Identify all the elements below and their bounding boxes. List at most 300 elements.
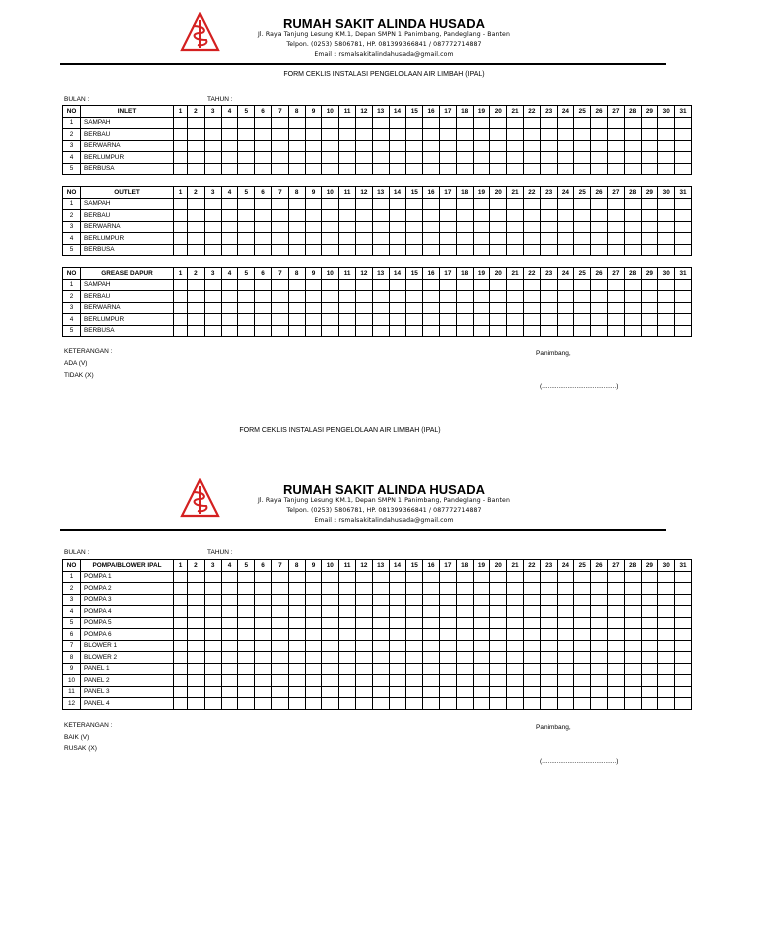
check-cell[interactable] bbox=[675, 117, 692, 129]
check-cell[interactable] bbox=[658, 129, 675, 141]
check-cell[interactable] bbox=[372, 117, 389, 129]
check-cell[interactable] bbox=[607, 583, 624, 595]
check-cell[interactable] bbox=[591, 210, 608, 222]
check-cell[interactable] bbox=[456, 675, 473, 687]
check-cell[interactable] bbox=[607, 210, 624, 222]
check-cell[interactable] bbox=[188, 675, 205, 687]
check-cell[interactable] bbox=[624, 279, 641, 291]
check-cell[interactable] bbox=[288, 302, 305, 314]
check-cell[interactable] bbox=[439, 594, 456, 606]
check-cell[interactable] bbox=[439, 244, 456, 256]
check-cell[interactable] bbox=[456, 583, 473, 595]
check-cell[interactable] bbox=[322, 663, 339, 675]
check-cell[interactable] bbox=[288, 663, 305, 675]
check-cell[interactable] bbox=[490, 152, 507, 164]
check-cell[interactable] bbox=[557, 210, 574, 222]
check-cell[interactable] bbox=[591, 279, 608, 291]
check-cell[interactable] bbox=[557, 594, 574, 606]
check-cell[interactable] bbox=[624, 210, 641, 222]
check-cell[interactable] bbox=[271, 686, 288, 698]
check-cell[interactable] bbox=[557, 640, 574, 652]
check-cell[interactable] bbox=[607, 325, 624, 337]
check-cell[interactable] bbox=[406, 117, 423, 129]
check-cell[interactable] bbox=[389, 140, 406, 152]
check-cell[interactable] bbox=[188, 594, 205, 606]
check-cell[interactable] bbox=[607, 129, 624, 141]
check-cell[interactable] bbox=[607, 629, 624, 641]
check-cell[interactable] bbox=[624, 244, 641, 256]
check-cell[interactable] bbox=[238, 302, 255, 314]
check-cell[interactable] bbox=[456, 629, 473, 641]
check-cell[interactable] bbox=[204, 325, 221, 337]
check-cell[interactable] bbox=[490, 652, 507, 664]
check-cell[interactable] bbox=[473, 140, 490, 152]
check-cell[interactable] bbox=[574, 617, 591, 629]
check-cell[interactable] bbox=[355, 583, 372, 595]
check-cell[interactable] bbox=[624, 198, 641, 210]
check-cell[interactable] bbox=[305, 640, 322, 652]
check-cell[interactable] bbox=[389, 640, 406, 652]
check-cell[interactable] bbox=[658, 117, 675, 129]
check-cell[interactable] bbox=[188, 279, 205, 291]
check-cell[interactable] bbox=[423, 117, 440, 129]
check-cell[interactable] bbox=[507, 152, 524, 164]
check-cell[interactable] bbox=[355, 221, 372, 233]
check-cell[interactable] bbox=[305, 221, 322, 233]
check-cell[interactable] bbox=[574, 594, 591, 606]
check-cell[interactable] bbox=[675, 198, 692, 210]
check-cell[interactable] bbox=[406, 291, 423, 303]
check-cell[interactable] bbox=[288, 163, 305, 175]
check-cell[interactable] bbox=[372, 140, 389, 152]
check-cell[interactable] bbox=[473, 325, 490, 337]
check-cell[interactable] bbox=[204, 152, 221, 164]
check-cell[interactable] bbox=[658, 325, 675, 337]
check-cell[interactable] bbox=[221, 675, 238, 687]
check-cell[interactable] bbox=[322, 163, 339, 175]
check-cell[interactable] bbox=[221, 629, 238, 641]
check-cell[interactable] bbox=[624, 675, 641, 687]
check-cell[interactable] bbox=[389, 314, 406, 326]
check-cell[interactable] bbox=[406, 594, 423, 606]
check-cell[interactable] bbox=[523, 198, 540, 210]
check-cell[interactable] bbox=[372, 210, 389, 222]
check-cell[interactable] bbox=[355, 140, 372, 152]
check-cell[interactable] bbox=[490, 675, 507, 687]
check-cell[interactable] bbox=[473, 279, 490, 291]
check-cell[interactable] bbox=[641, 233, 658, 245]
check-cell[interactable] bbox=[607, 302, 624, 314]
check-cell[interactable] bbox=[423, 698, 440, 710]
check-cell[interactable] bbox=[204, 606, 221, 618]
check-cell[interactable] bbox=[221, 140, 238, 152]
check-cell[interactable] bbox=[305, 129, 322, 141]
check-cell[interactable] bbox=[174, 198, 188, 210]
check-cell[interactable] bbox=[339, 210, 356, 222]
check-cell[interactable] bbox=[406, 617, 423, 629]
check-cell[interactable] bbox=[389, 291, 406, 303]
check-cell[interactable] bbox=[406, 244, 423, 256]
check-cell[interactable] bbox=[675, 325, 692, 337]
check-cell[interactable] bbox=[675, 152, 692, 164]
check-cell[interactable] bbox=[456, 233, 473, 245]
check-cell[interactable] bbox=[591, 686, 608, 698]
check-cell[interactable] bbox=[271, 233, 288, 245]
check-cell[interactable] bbox=[305, 663, 322, 675]
check-cell[interactable] bbox=[188, 686, 205, 698]
check-cell[interactable] bbox=[624, 606, 641, 618]
check-cell[interactable] bbox=[641, 583, 658, 595]
check-cell[interactable] bbox=[305, 152, 322, 164]
check-cell[interactable] bbox=[255, 606, 272, 618]
check-cell[interactable] bbox=[204, 594, 221, 606]
check-cell[interactable] bbox=[174, 571, 188, 583]
check-cell[interactable] bbox=[473, 594, 490, 606]
check-cell[interactable] bbox=[255, 314, 272, 326]
check-cell[interactable] bbox=[540, 233, 557, 245]
check-cell[interactable] bbox=[406, 152, 423, 164]
check-cell[interactable] bbox=[574, 325, 591, 337]
check-cell[interactable] bbox=[288, 244, 305, 256]
check-cell[interactable] bbox=[423, 571, 440, 583]
check-cell[interactable] bbox=[540, 325, 557, 337]
check-cell[interactable] bbox=[641, 325, 658, 337]
check-cell[interactable] bbox=[658, 314, 675, 326]
check-cell[interactable] bbox=[288, 325, 305, 337]
check-cell[interactable] bbox=[305, 198, 322, 210]
check-cell[interactable] bbox=[456, 606, 473, 618]
check-cell[interactable] bbox=[523, 140, 540, 152]
check-cell[interactable] bbox=[188, 325, 205, 337]
check-cell[interactable] bbox=[339, 698, 356, 710]
check-cell[interactable] bbox=[322, 571, 339, 583]
check-cell[interactable] bbox=[204, 640, 221, 652]
check-cell[interactable] bbox=[406, 314, 423, 326]
check-cell[interactable] bbox=[473, 210, 490, 222]
check-cell[interactable] bbox=[456, 571, 473, 583]
check-cell[interactable] bbox=[355, 606, 372, 618]
check-cell[interactable] bbox=[540, 663, 557, 675]
check-cell[interactable] bbox=[221, 571, 238, 583]
check-cell[interactable] bbox=[641, 140, 658, 152]
check-cell[interactable] bbox=[523, 686, 540, 698]
check-cell[interactable] bbox=[607, 233, 624, 245]
check-cell[interactable] bbox=[305, 244, 322, 256]
check-cell[interactable] bbox=[591, 629, 608, 641]
check-cell[interactable] bbox=[439, 129, 456, 141]
check-cell[interactable] bbox=[339, 129, 356, 141]
check-cell[interactable] bbox=[490, 140, 507, 152]
check-cell[interactable] bbox=[490, 663, 507, 675]
check-cell[interactable] bbox=[221, 594, 238, 606]
check-cell[interactable] bbox=[574, 163, 591, 175]
check-cell[interactable] bbox=[372, 325, 389, 337]
check-cell[interactable] bbox=[204, 210, 221, 222]
check-cell[interactable] bbox=[423, 302, 440, 314]
check-cell[interactable] bbox=[675, 291, 692, 303]
check-cell[interactable] bbox=[355, 663, 372, 675]
check-cell[interactable] bbox=[305, 302, 322, 314]
check-cell[interactable] bbox=[423, 594, 440, 606]
check-cell[interactable] bbox=[174, 210, 188, 222]
check-cell[interactable] bbox=[423, 640, 440, 652]
check-cell[interactable] bbox=[641, 594, 658, 606]
check-cell[interactable] bbox=[675, 640, 692, 652]
check-cell[interactable] bbox=[574, 210, 591, 222]
check-cell[interactable] bbox=[675, 279, 692, 291]
check-cell[interactable] bbox=[372, 221, 389, 233]
check-cell[interactable] bbox=[389, 698, 406, 710]
check-cell[interactable] bbox=[658, 210, 675, 222]
check-cell[interactable] bbox=[507, 617, 524, 629]
check-cell[interactable] bbox=[523, 152, 540, 164]
check-cell[interactable] bbox=[675, 698, 692, 710]
check-cell[interactable] bbox=[174, 617, 188, 629]
check-cell[interactable] bbox=[607, 140, 624, 152]
check-cell[interactable] bbox=[238, 583, 255, 595]
check-cell[interactable] bbox=[523, 675, 540, 687]
check-cell[interactable] bbox=[490, 640, 507, 652]
check-cell[interactable] bbox=[473, 583, 490, 595]
check-cell[interactable] bbox=[439, 640, 456, 652]
check-cell[interactable] bbox=[591, 291, 608, 303]
check-cell[interactable] bbox=[574, 606, 591, 618]
check-cell[interactable] bbox=[473, 291, 490, 303]
check-cell[interactable] bbox=[675, 210, 692, 222]
check-cell[interactable] bbox=[658, 291, 675, 303]
check-cell[interactable] bbox=[255, 233, 272, 245]
check-cell[interactable] bbox=[406, 325, 423, 337]
check-cell[interactable] bbox=[624, 571, 641, 583]
check-cell[interactable] bbox=[641, 606, 658, 618]
check-cell[interactable] bbox=[641, 698, 658, 710]
check-cell[interactable] bbox=[255, 617, 272, 629]
check-cell[interactable] bbox=[389, 629, 406, 641]
check-cell[interactable] bbox=[221, 302, 238, 314]
check-cell[interactable] bbox=[288, 571, 305, 583]
check-cell[interactable] bbox=[288, 594, 305, 606]
check-cell[interactable] bbox=[204, 629, 221, 641]
check-cell[interactable] bbox=[305, 279, 322, 291]
check-cell[interactable] bbox=[355, 117, 372, 129]
check-cell[interactable] bbox=[439, 583, 456, 595]
check-cell[interactable] bbox=[221, 686, 238, 698]
check-cell[interactable] bbox=[473, 652, 490, 664]
check-cell[interactable] bbox=[675, 129, 692, 141]
check-cell[interactable] bbox=[204, 291, 221, 303]
check-cell[interactable] bbox=[439, 652, 456, 664]
check-cell[interactable] bbox=[238, 675, 255, 687]
check-cell[interactable] bbox=[675, 244, 692, 256]
check-cell[interactable] bbox=[372, 571, 389, 583]
check-cell[interactable] bbox=[439, 163, 456, 175]
check-cell[interactable] bbox=[322, 233, 339, 245]
check-cell[interactable] bbox=[473, 198, 490, 210]
check-cell[interactable] bbox=[221, 279, 238, 291]
check-cell[interactable] bbox=[591, 640, 608, 652]
check-cell[interactable] bbox=[591, 233, 608, 245]
check-cell[interactable] bbox=[305, 571, 322, 583]
check-cell[interactable] bbox=[255, 221, 272, 233]
check-cell[interactable] bbox=[238, 163, 255, 175]
check-cell[interactable] bbox=[339, 583, 356, 595]
check-cell[interactable] bbox=[675, 221, 692, 233]
check-cell[interactable] bbox=[624, 698, 641, 710]
check-cell[interactable] bbox=[355, 302, 372, 314]
check-cell[interactable] bbox=[456, 617, 473, 629]
check-cell[interactable] bbox=[523, 629, 540, 641]
check-cell[interactable] bbox=[406, 640, 423, 652]
check-cell[interactable] bbox=[574, 302, 591, 314]
check-cell[interactable] bbox=[339, 606, 356, 618]
check-cell[interactable] bbox=[339, 663, 356, 675]
check-cell[interactable] bbox=[271, 629, 288, 641]
check-cell[interactable] bbox=[540, 152, 557, 164]
check-cell[interactable] bbox=[490, 163, 507, 175]
check-cell[interactable] bbox=[540, 617, 557, 629]
check-cell[interactable] bbox=[507, 594, 524, 606]
check-cell[interactable] bbox=[174, 279, 188, 291]
check-cell[interactable] bbox=[607, 117, 624, 129]
check-cell[interactable] bbox=[591, 198, 608, 210]
check-cell[interactable] bbox=[339, 325, 356, 337]
check-cell[interactable] bbox=[473, 686, 490, 698]
check-cell[interactable] bbox=[607, 675, 624, 687]
check-cell[interactable] bbox=[523, 594, 540, 606]
check-cell[interactable] bbox=[355, 163, 372, 175]
check-cell[interactable] bbox=[355, 152, 372, 164]
check-cell[interactable] bbox=[174, 698, 188, 710]
check-cell[interactable] bbox=[372, 698, 389, 710]
check-cell[interactable] bbox=[271, 279, 288, 291]
check-cell[interactable] bbox=[339, 571, 356, 583]
check-cell[interactable] bbox=[473, 606, 490, 618]
check-cell[interactable] bbox=[574, 129, 591, 141]
check-cell[interactable] bbox=[255, 244, 272, 256]
check-cell[interactable] bbox=[255, 129, 272, 141]
check-cell[interactable] bbox=[339, 640, 356, 652]
check-cell[interactable] bbox=[507, 640, 524, 652]
check-cell[interactable] bbox=[540, 583, 557, 595]
check-cell[interactable] bbox=[591, 163, 608, 175]
check-cell[interactable] bbox=[255, 571, 272, 583]
check-cell[interactable] bbox=[188, 129, 205, 141]
check-cell[interactable] bbox=[305, 210, 322, 222]
check-cell[interactable] bbox=[238, 244, 255, 256]
check-cell[interactable] bbox=[439, 117, 456, 129]
check-cell[interactable] bbox=[540, 129, 557, 141]
check-cell[interactable] bbox=[204, 117, 221, 129]
check-cell[interactable] bbox=[255, 152, 272, 164]
check-cell[interactable] bbox=[574, 314, 591, 326]
check-cell[interactable] bbox=[188, 698, 205, 710]
check-cell[interactable] bbox=[473, 129, 490, 141]
check-cell[interactable] bbox=[372, 617, 389, 629]
check-cell[interactable] bbox=[372, 675, 389, 687]
check-cell[interactable] bbox=[641, 279, 658, 291]
check-cell[interactable] bbox=[355, 291, 372, 303]
check-cell[interactable] bbox=[255, 698, 272, 710]
check-cell[interactable] bbox=[456, 244, 473, 256]
check-cell[interactable] bbox=[557, 244, 574, 256]
check-cell[interactable] bbox=[389, 210, 406, 222]
check-cell[interactable] bbox=[641, 686, 658, 698]
check-cell[interactable] bbox=[607, 617, 624, 629]
check-cell[interactable] bbox=[675, 163, 692, 175]
check-cell[interactable] bbox=[322, 198, 339, 210]
check-cell[interactable] bbox=[490, 314, 507, 326]
check-cell[interactable] bbox=[591, 606, 608, 618]
check-cell[interactable] bbox=[339, 221, 356, 233]
check-cell[interactable] bbox=[288, 152, 305, 164]
check-cell[interactable] bbox=[523, 210, 540, 222]
check-cell[interactable] bbox=[557, 198, 574, 210]
check-cell[interactable] bbox=[624, 314, 641, 326]
check-cell[interactable] bbox=[188, 117, 205, 129]
check-cell[interactable] bbox=[288, 210, 305, 222]
check-cell[interactable] bbox=[675, 140, 692, 152]
check-cell[interactable] bbox=[389, 583, 406, 595]
check-cell[interactable] bbox=[473, 571, 490, 583]
check-cell[interactable] bbox=[523, 325, 540, 337]
check-cell[interactable] bbox=[188, 583, 205, 595]
check-cell[interactable] bbox=[658, 221, 675, 233]
check-cell[interactable] bbox=[238, 594, 255, 606]
check-cell[interactable] bbox=[658, 583, 675, 595]
check-cell[interactable] bbox=[523, 291, 540, 303]
check-cell[interactable] bbox=[456, 686, 473, 698]
check-cell[interactable] bbox=[490, 233, 507, 245]
check-cell[interactable] bbox=[439, 233, 456, 245]
check-cell[interactable] bbox=[557, 129, 574, 141]
check-cell[interactable] bbox=[174, 244, 188, 256]
check-cell[interactable] bbox=[423, 617, 440, 629]
check-cell[interactable] bbox=[271, 675, 288, 687]
check-cell[interactable] bbox=[624, 117, 641, 129]
check-cell[interactable] bbox=[423, 233, 440, 245]
check-cell[interactable] bbox=[423, 325, 440, 337]
check-cell[interactable] bbox=[221, 233, 238, 245]
check-cell[interactable] bbox=[238, 571, 255, 583]
check-cell[interactable] bbox=[389, 198, 406, 210]
check-cell[interactable] bbox=[607, 686, 624, 698]
check-cell[interactable] bbox=[389, 594, 406, 606]
check-cell[interactable] bbox=[204, 652, 221, 664]
check-cell[interactable] bbox=[255, 117, 272, 129]
check-cell[interactable] bbox=[423, 583, 440, 595]
check-cell[interactable] bbox=[473, 163, 490, 175]
check-cell[interactable] bbox=[288, 583, 305, 595]
check-cell[interactable] bbox=[439, 698, 456, 710]
check-cell[interactable] bbox=[339, 675, 356, 687]
check-cell[interactable] bbox=[355, 233, 372, 245]
check-cell[interactable] bbox=[523, 571, 540, 583]
check-cell[interactable] bbox=[490, 606, 507, 618]
check-cell[interactable] bbox=[305, 291, 322, 303]
check-cell[interactable] bbox=[423, 129, 440, 141]
check-cell[interactable] bbox=[507, 583, 524, 595]
check-cell[interactable] bbox=[675, 686, 692, 698]
check-cell[interactable] bbox=[339, 594, 356, 606]
check-cell[interactable] bbox=[355, 629, 372, 641]
check-cell[interactable] bbox=[188, 198, 205, 210]
check-cell[interactable] bbox=[389, 244, 406, 256]
check-cell[interactable] bbox=[540, 279, 557, 291]
check-cell[interactable] bbox=[174, 663, 188, 675]
check-cell[interactable] bbox=[188, 302, 205, 314]
check-cell[interactable] bbox=[406, 571, 423, 583]
check-cell[interactable] bbox=[423, 140, 440, 152]
